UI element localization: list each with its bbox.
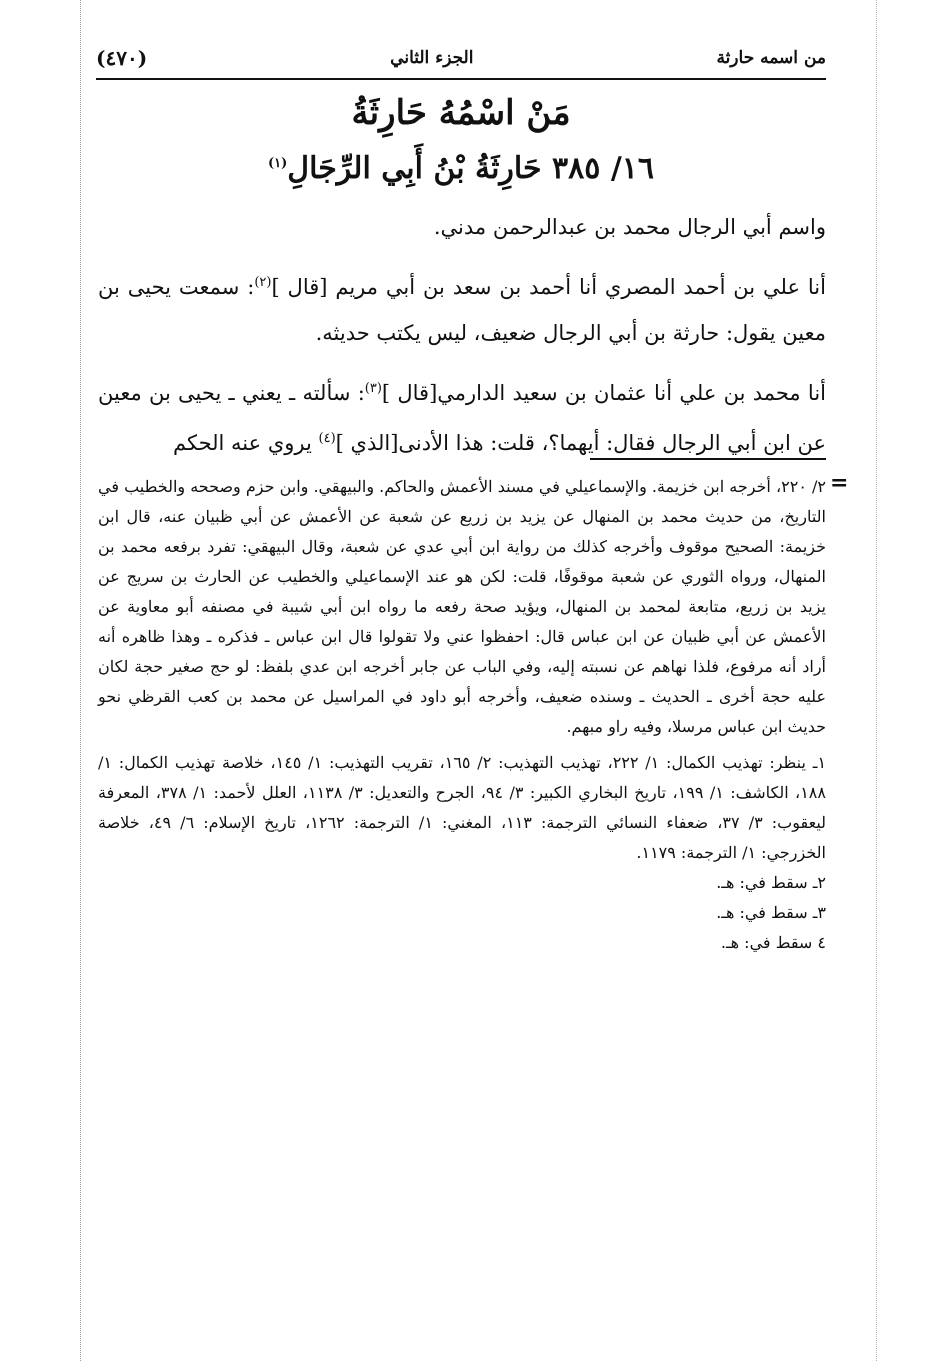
volume-label: الجزء الثاني: [390, 48, 474, 68]
page-number: (٤٧٠): [96, 46, 148, 70]
paragraph-2: [98, 260, 826, 356]
paragraph-3-part-c: يروي عنه الحكم: [173, 431, 319, 455]
footnote-3: ٣ـ سقط في: هـ.: [716, 903, 826, 922]
page-edge-left: [80, 0, 81, 1361]
running-section-title: من اسمه حارثة: [716, 48, 826, 68]
paragraph-2-part-b: : سمعت يحيى بن معين يقول: حارثة بن أبي الرجال ضعيف، ليس يكتب حديثه.: [98, 275, 826, 345]
paragraph-3-part-b: : سألته ـ يعني ـ يحيى بن معين عن ابن أبي الرجال فقال: أيهما؟، قلت: هذا الأدنى[الذي ]: [98, 381, 826, 455]
entry-number: ١٦/ ٣٨٥: [552, 151, 655, 186]
footnote-list: [98, 748, 826, 958]
page-edge-right: [876, 0, 877, 1361]
paragraph-3: [98, 366, 826, 466]
continuation-mark: =: [830, 470, 849, 496]
entry-name: حَارِثَةُ بْنُ أَبِي الرِّجَالِ: [287, 151, 542, 186]
entry-footnote-ref: (١): [267, 156, 288, 171]
header-rule: [96, 78, 826, 80]
paragraph-1: واسم أبي الرجال محمد بن عبدالرحمن مدني.: [433, 215, 826, 239]
paragraph-2-part-a: أنا علي بن أحمد المصري أنا أحمد بن سعد بن أبي مريم [قال ]: [271, 275, 826, 299]
chapter-title: مَنْ اسْمُهُ حَارِثَةُ: [351, 93, 571, 133]
footnote-4: ٤ سقط في: هـ.: [720, 933, 826, 952]
footnote-ref-2: (٢): [254, 275, 272, 290]
entry-title: [96, 140, 826, 193]
footnotes: [98, 472, 826, 958]
footnote-1: ١ـ ينظر: تهذيب الكمال: ١/ ٢٢٢، تهذيب التهذيب: ٢/ ١٦٥، تقريب التهذيب: ١/ ١٤٥، خلاصة تهذيب الكمال: ١/ ١٨٨، الكاشف: ١/ ١٩٩، تاريخ البخاري الكبير: ٣/ ٩٤، الجرح والتعديل: ٣/ ١١٣٨، العلل لأحمد: ١/ ٣٧٨، المعرفة ليعقوب: ٣/ ٣٧، ضعفاء النسائي الترجمة: ١١٣، المغني: ١/ الترجمة: ١٢٦٢، تاريخ الإسلام: ٦/ ٤٩، خلاصة الخزرجي: ١/ الترجمة: ١١٧٩.: [98, 753, 827, 862]
footnote-2: ٢ـ سقط في: هـ.: [716, 873, 826, 892]
main-text: [98, 204, 826, 466]
footnote-ref-4: (٤): [318, 431, 336, 446]
footnote-ref-3: (٣): [364, 381, 382, 396]
footnote-carryover: ٢/ ٢٢٠، أخرجه ابن خزيمة. والإسماعيلي في مسند الأعمش والحاكم. والبيهقي. وابن حزم وصححه والخطيب في التاريخ، من حديث محمد بن المنهال عن يزيد بن زريع عن شعبة عن الأعمش عن أبي ظبيان عنه، قال ابن خزيمة: الصحيح موقوف وأخرجه كذلك من رواية ابن أبي عدي عن شعبة، وقال البيهقي: تفرد برفعه محمد بن المنهال، ورواه الثوري عن شعبة موقوفًا، قلت: لكن هو عند الإسماعيلي والخطيب عن الحارث بن سريج عن يزيد بن زريع، متابعة لمحمد بن المنهال، ويؤيد صحة رفعه ما رواه ابن أبي شيبة في مصنفه أبو معاوية عن الأعمش عن أبي ظبيان عن ابن عباس قال: احفظوا عني ولا تقولوا قال ابن عباس ـ فذكره ـ وهذا ظاهره أنه أراد أنه مرفوع، فلذا نهاهم عن نسبته إليه، وفي الباب عن جابر أخرجه ابن عدي بلفظ: لو حج صغير حجة لكان عليه حجة أخرى ـ الحديث ـ وسنده ضعيف، وأخرجه أبو داود في المراسيل عن محمد بن كعب القرظي نحو حديث ابن عباس مرسلا، وفيه راو مبهم.: [98, 477, 827, 736]
footnote-separator: [590, 458, 826, 460]
paragraph-3-part-a: أنا محمد بن علي أنا عثمان بن سعيد الدارمي[قال ]: [381, 381, 827, 405]
running-header: [96, 40, 826, 76]
